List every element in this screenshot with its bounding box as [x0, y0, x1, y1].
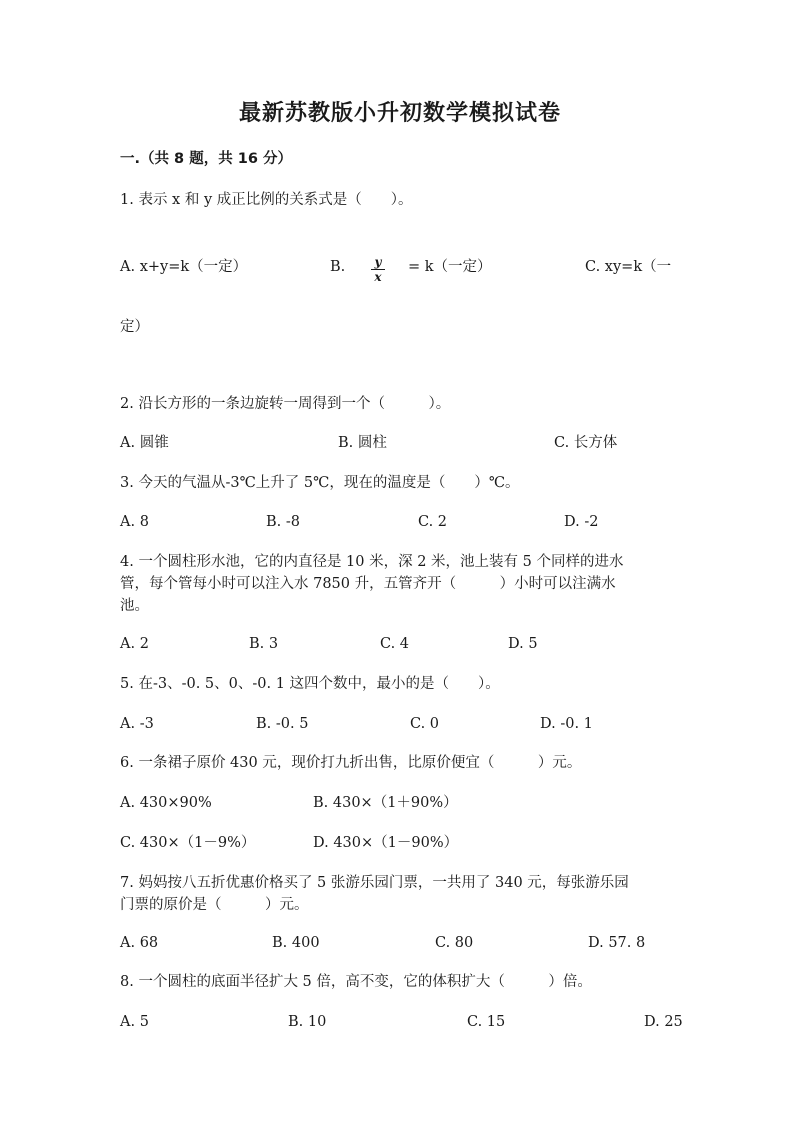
question-7-stem-line-2: 门票的原价是（ ）元。 [120, 897, 309, 913]
question-8-stem: 8. 一个圆柱的底面半径扩大 5 倍，高不变，它的体积扩大（ ）倍。 [120, 974, 592, 990]
question-8-option-a: A. 5 [120, 1014, 149, 1030]
question-5-option-a: A. -3 [120, 716, 154, 732]
question-2-option-a: A. 圆锥 [120, 435, 169, 451]
fraction-numerator: y [374, 255, 382, 269]
question-1-option-b-label: B. [330, 259, 346, 275]
question-5-option-c: C. 0 [410, 716, 440, 732]
section-heading: 一.（共 8 题，共 16 分） [120, 151, 292, 167]
question-1-option-b-fraction [371, 256, 385, 283]
question-6-option-c: C. 430×（1－9%） [120, 835, 256, 851]
question-2-option-b: B. 圆柱 [338, 435, 387, 451]
question-1-option-c: C. xy=k（一 [585, 259, 672, 275]
question-8-option-c: C. 15 [467, 1014, 506, 1030]
question-3-option-a: A. 8 [120, 514, 149, 530]
question-1-option-a: A. x+y=k（一定） [120, 259, 248, 275]
question-7-option-b: B. 400 [272, 935, 320, 951]
page-title: 最新苏教版小升初数学模拟试卷 [238, 101, 561, 126]
question-4-option-c: C. 4 [380, 636, 410, 652]
question-4-stem-line-2: 管，每个管每小时可以注入水 7850 升，五管齐开（ ）小时可以注满水 [120, 576, 616, 592]
question-2-stem: 2. 沿长方形的一条边旋转一周得到一个（ ）。 [120, 396, 451, 412]
fraction-denominator: x [374, 270, 382, 284]
question-3-option-d: D. -2 [564, 514, 599, 530]
question-6-option-a: A. 430×90% [120, 795, 212, 811]
question-3-stem: 3. 今天的气温从-3℃上升了 5℃，现在的温度是（ ）℃。 [120, 475, 520, 491]
question-3-option-b: B. -8 [266, 514, 300, 530]
question-4-stem-line-3: 池。 [120, 598, 149, 614]
question-4-option-a: A. 2 [120, 636, 149, 652]
question-6-option-d: D. 430×（1－90%） [313, 835, 459, 851]
question-7-option-c: C. 80 [435, 935, 474, 951]
question-7-stem-line-1: 7. 妈妈按八五折优惠价格买了 5 张游乐园门票，一共用了 340 元，每张游乐园 [120, 875, 629, 891]
question-1-option-b-text: = k（一定） [408, 259, 492, 275]
question-8-option-b: B. 10 [288, 1014, 327, 1030]
question-1-option-c-continued: 定） [120, 319, 149, 335]
question-2-option-c: C. 长方体 [554, 435, 618, 451]
question-5-stem: 5. 在-3、-0. 5、0、-0. 1 这四个数中，最小的是（ ）。 [120, 676, 500, 692]
question-4-option-b: B. 3 [249, 636, 279, 652]
question-5-option-d: D. -0. 1 [540, 716, 593, 732]
question-7-option-d: D. 57. 8 [588, 935, 646, 951]
question-5-option-b: B. -0. 5 [256, 716, 309, 732]
question-8-option-d: D. 25 [644, 1014, 683, 1030]
question-6-option-b: B. 430×（1＋90%） [313, 795, 458, 811]
question-3-option-c: C. 2 [418, 514, 448, 530]
question-6-stem: 6. 一条裙子原价 430 元，现价打九折出售，比原价便宜（ ）元。 [120, 755, 582, 771]
question-7-option-a: A. 68 [120, 935, 159, 951]
question-4-option-d: D. 5 [508, 636, 538, 652]
question-4-stem-line-1: 4. 一个圆柱形水池，它的内直径是 10 米，深 2 米，池上装有 5 个同样的进水 [120, 554, 624, 570]
question-1-stem: 1. 表示 x 和 y 成正比例的关系式是（ ）。 [120, 192, 413, 208]
